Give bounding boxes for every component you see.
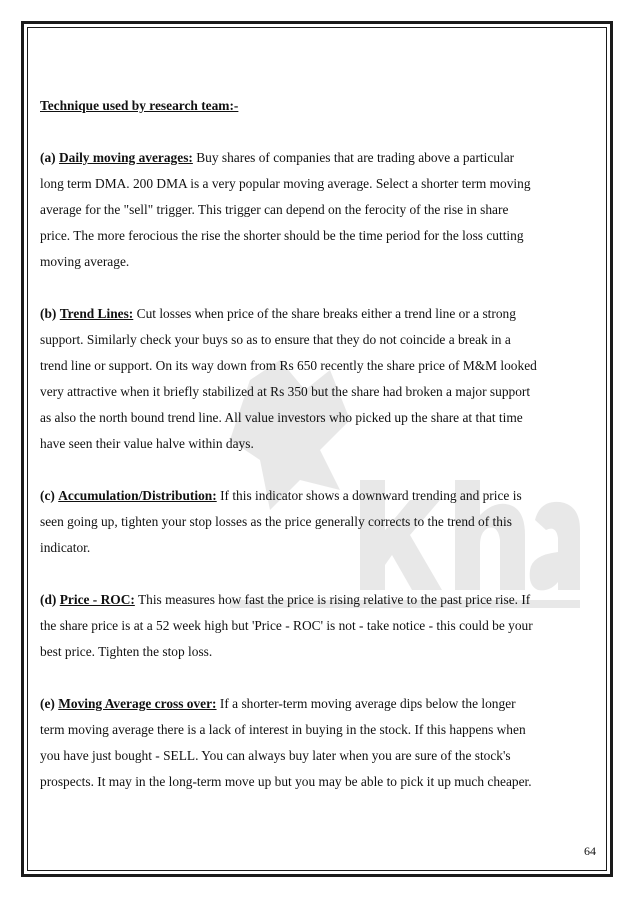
paragraph-line: If this indicator shows a downward trending and price is [220, 488, 522, 503]
paragraph-line: very attractive when it briefly stabilized at Rs 350 but the share had broken a major support [40, 384, 531, 399]
technique-term: Daily moving averages: [58, 150, 193, 165]
technique-term: Accumulation/Distribution: [58, 488, 217, 503]
technique-paragraph [40, 145, 600, 275]
paragraph-line: Buy shares of companies that are trading above a particular [196, 150, 515, 165]
technique-paragraph [40, 587, 600, 665]
paragraph-line: best price. Tighten the stop loss. [40, 644, 213, 659]
section-heading: Technique used by research team:- [40, 98, 239, 113]
paragraph-line: indicator. [40, 540, 91, 555]
technique-term: Price - ROC: [59, 592, 135, 607]
paragraph-line: seen going up, tighten your stop losses as the price generally corrects to the trend of this [40, 514, 512, 529]
paragraph-label: (a) [40, 150, 56, 165]
paragraph-line: have seen their value halve within days. [40, 436, 254, 451]
paragraph-line: If a shorter-term moving average dips below the longer [219, 696, 516, 711]
technique-paragraph [40, 691, 600, 795]
paragraph-line: average for the "sell" trigger. This trigger can depend on the ferocity of the rise in share [40, 202, 509, 217]
paragraph-line: the share price is at a 52 week high but 'Price - ROC' is not - take notice - this could be your [40, 618, 533, 633]
paragraph-line: long term DMA. 200 DMA is a very popular moving average. Select a shorter term moving [40, 176, 531, 191]
paragraph-line: as also the north bound trend line. All value investors who picked up the share at that time [40, 410, 523, 425]
paragraph-line: support. Similarly check your buys so as to ensure that they do not coincide a break in a [40, 332, 511, 347]
paragraph-line: price. The more ferocious the rise the shorter should be the time period for the loss cutting [40, 228, 524, 243]
paragraph-line: This measures how fast the price is rising relative to the past price rise. If [137, 592, 531, 607]
paragraph-label: (c) [40, 488, 55, 503]
paragraph-line: trend line or support. On its way down from Rs 650 recently the share price of M&M looked [40, 358, 537, 373]
paragraph-label: (b) [40, 306, 57, 321]
technique-paragraph [40, 301, 600, 457]
page-number: 64 [584, 844, 596, 858]
paragraph-line: term moving average there is a lack of interest in buying in the stock. If this happens when [40, 722, 526, 737]
technique-term: Trend Lines: [59, 306, 134, 321]
paragraph-label: (d) [40, 592, 57, 607]
paragraph-line: prospects. It may in the long-term move up but you may be able to pick it up much cheaper. [40, 774, 532, 789]
paragraph-line: moving average. [40, 254, 130, 269]
paragraph-label: (e) [40, 696, 55, 711]
document-body [40, 93, 600, 821]
paragraph-line: Cut losses when price of the share breaks either a trend line or a strong [136, 306, 516, 321]
technique-term: Moving Average cross over: [58, 696, 217, 711]
paragraph-line: you have just bought - SELL. You can always buy later when you are sure of the stock's [40, 748, 511, 763]
technique-paragraph [40, 483, 600, 561]
technique-list [40, 145, 600, 795]
